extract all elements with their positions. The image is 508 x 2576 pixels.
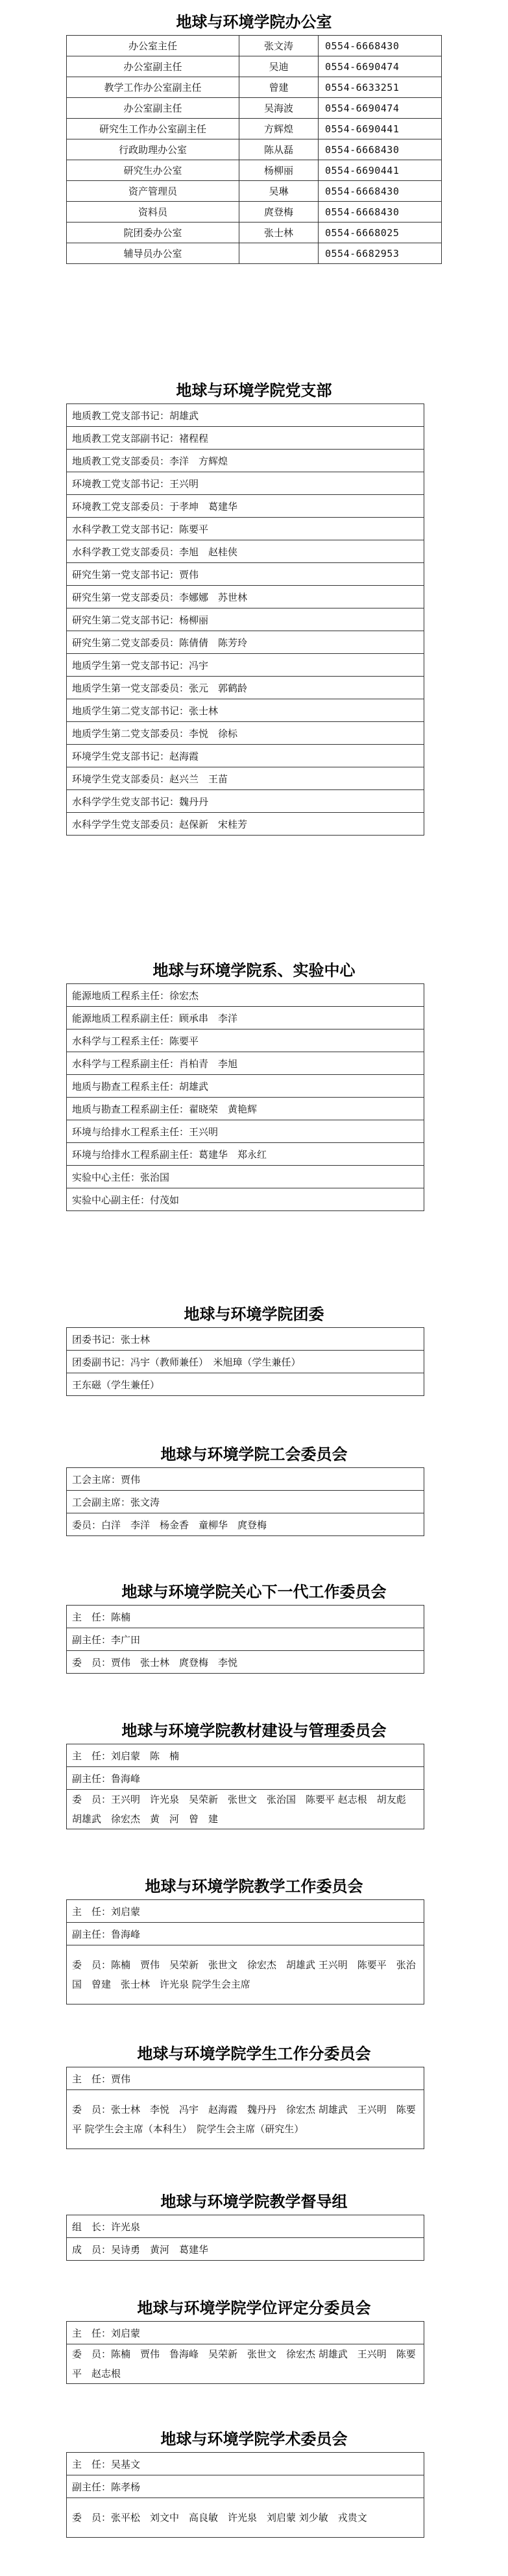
dept-row: [67, 1188, 424, 1211]
office-name: 曾建: [239, 77, 319, 98]
league-row: [67, 1351, 424, 1373]
textbook-entry: 主 任：刘启蒙 陈 楠: [67, 1744, 424, 1767]
degree-row: [67, 2322, 424, 2344]
office-role: 资产管理员: [67, 181, 239, 202]
party-row: [67, 586, 424, 608]
textbook-section: [0, 1718, 508, 1829]
teaching-table: [66, 1899, 424, 2004]
office-title: 地球与环境学院办公室: [176, 13, 332, 31]
office-row: [67, 181, 442, 202]
office-role: 办公室副主任: [67, 56, 239, 77]
party-entry: 环境教工党支部委员：于孝坤 葛建华: [67, 495, 424, 518]
office-row: [67, 160, 442, 181]
office-name: 方辉煌: [239, 119, 319, 139]
textbook-title: 地球与环境学院教材建设与管理委员会: [121, 1722, 387, 1740]
office-name: 庹登梅: [239, 202, 319, 223]
office-name: 陈从磊: [239, 139, 319, 160]
league-row: [67, 1328, 424, 1351]
league-row: [67, 1373, 424, 1396]
dept-entry: 水科学与工程系主任：陈要平: [67, 1029, 424, 1052]
care-title: 地球与环境学院关心下一代工作委员会: [121, 1583, 387, 1601]
dept-entry: 环境与给排水工程系主任：王兴明: [67, 1120, 424, 1143]
office-phone: 0554-6668025: [319, 223, 442, 243]
dept-row: [67, 1007, 424, 1029]
party-entry: 研究生第一党支部书记：贾伟: [67, 563, 424, 586]
union-table: [66, 1467, 424, 1536]
office-phone: 0554-6690441: [319, 160, 442, 181]
supervise-section: [0, 2189, 508, 2261]
office-phone: 0554-6668430: [319, 181, 442, 202]
office-name: 张文涛: [239, 36, 319, 56]
dept-row: [67, 1052, 424, 1075]
party-entry: 地质学生第一党支部委员：张元 郭鹤龄: [67, 677, 424, 699]
dept-entry: 水科学与工程系副主任：肖柏青 李旭: [67, 1052, 424, 1075]
textbook-row: [67, 1767, 424, 1790]
office-name: 杨柳丽: [239, 160, 319, 181]
union-row: [67, 1513, 424, 1536]
care-section: [0, 1579, 508, 1674]
party-entry: 研究生第二党支部书记：杨柳丽: [67, 608, 424, 631]
textbook-table: [66, 1744, 424, 1829]
union-entry: 委员：白洋 李洋 杨金香 童柳华 庹登梅: [67, 1513, 424, 1536]
union-title: 地球与环境学院工会委员会: [160, 1445, 348, 1463]
party-entry: 地质学生第二党支部委员：李悦 徐标: [67, 722, 424, 745]
care-row: [67, 1651, 424, 1674]
office-row: [67, 202, 442, 223]
office-section: [0, 9, 508, 264]
dept-entry: 地质与勘查工程系主任：胡雄武: [67, 1075, 424, 1098]
party-entry: 研究生第一党支部委员：李娜娜 苏世林: [67, 586, 424, 608]
dept-row: [67, 1029, 424, 1052]
office-role: 教学工作办公室副主任: [67, 77, 239, 98]
supervise-entry: 成 员：吴诗勇 黄河 葛建华: [67, 2238, 424, 2261]
party-row: [67, 540, 424, 563]
teaching-row: [67, 1945, 424, 2004]
league-entry: 王东磁（学生兼任）: [67, 1373, 424, 1396]
student-entry: 主 任：贾伟: [67, 2067, 424, 2090]
party-row: [67, 518, 424, 540]
supervise-row: [67, 2215, 424, 2238]
office-name: 吴迪: [239, 56, 319, 77]
academic-title: 地球与环境学院学术委员会: [160, 2430, 348, 2448]
textbook-row: [67, 1744, 424, 1767]
league-section: [0, 1301, 508, 1396]
party-row: [67, 472, 424, 495]
student-row: [67, 2067, 424, 2090]
office-role: 院团委办公室: [67, 223, 239, 243]
office-role: 资料员: [67, 202, 239, 223]
office-row: [67, 36, 442, 56]
party-row: [67, 767, 424, 790]
supervise-row: [67, 2238, 424, 2261]
party-entry: 环境学生党支部书记：赵海霞: [67, 745, 424, 767]
supervise-table: [66, 2215, 424, 2261]
student-section: [0, 2041, 508, 2149]
dept-row: [67, 1120, 424, 1143]
office-phone: 0554-6668430: [319, 202, 442, 223]
office-phone: 0554-6668430: [319, 36, 442, 56]
care-table: [66, 1605, 424, 1674]
textbook-row: [67, 1790, 424, 1829]
dept-row: [67, 984, 424, 1007]
office-role: 研究生工作办公室副主任: [67, 119, 239, 139]
care-entry: 委 员：贾伟 张士林 庹登梅 李悦: [67, 1651, 424, 1674]
academic-row: [67, 2453, 424, 2475]
office-row: [67, 243, 442, 264]
office-phone: 0554-6682953: [319, 243, 442, 264]
teaching-entry: 主 任：刘启蒙: [67, 1900, 424, 1923]
student-entry: 委 员：张士林 李悦 冯宇 赵海霞 魏丹丹 徐宏杰 胡雄武 王兴明 陈要平 院学生会主席（本科生） 院学生会主席（研究生）: [67, 2090, 424, 2149]
dept-entry: 能源地质工程系副主任：顾承串 李洋: [67, 1007, 424, 1029]
league-table: [66, 1327, 424, 1396]
dept-entry: 地质与勘查工程系副主任：翟晓荣 黄艳辉: [67, 1098, 424, 1120]
office-phone: 0554-6690441: [319, 119, 442, 139]
care-row: [67, 1628, 424, 1651]
party-entry: 地质学生第二党支部书记：张士林: [67, 699, 424, 722]
care-entry: 主 任：陈楠: [67, 1606, 424, 1628]
dept-entry: 实验中心主任：张治国: [67, 1166, 424, 1188]
party-entry: 环境教工党支部书记：王兴明: [67, 472, 424, 495]
office-phone: 0554-6690474: [319, 56, 442, 77]
office-role: 研究生办公室: [67, 160, 239, 181]
office-name: 吴琳: [239, 181, 319, 202]
degree-entry: 主 任：刘启蒙: [67, 2322, 424, 2344]
academic-entry: 副主任：陈孝杨: [67, 2475, 424, 2498]
office-phone: 0554-6690474: [319, 98, 442, 119]
league-title: 地球与环境学院团委: [184, 1305, 324, 1323]
degree-row: [67, 2344, 424, 2384]
party-row: [67, 722, 424, 745]
union-section: [0, 1441, 508, 1536]
office-row: [67, 56, 442, 77]
league-entry: 团委书记：张士林: [67, 1328, 424, 1351]
teaching-entry: 委 员：陈楠 贾伟 吴荣新 张世文 徐宏杰 胡雄武 王兴明 陈要平 张治国 曾建 张士林 许光泉 院学生会主席: [67, 1945, 424, 2004]
office-role: 行政助理办公室: [67, 139, 239, 160]
dept-title: 地球与环境学院系、实验中心: [152, 961, 356, 980]
dept-entry: 能源地质工程系主任：徐宏杰: [67, 984, 424, 1007]
union-entry: 工会主席：贾伟: [67, 1468, 424, 1491]
degree-table: [66, 2321, 424, 2384]
student-title: 地球与环境学院学生工作分委员会: [137, 2045, 371, 2063]
teaching-section: [0, 1873, 508, 2004]
party-row: [67, 631, 424, 654]
party-entry: 水科学教工党支部委员：李旭 赵桂侠: [67, 540, 424, 563]
office-row: [67, 119, 442, 139]
office-role: 办公室副主任: [67, 98, 239, 119]
party-entry: 地质教工党支部委员：李洋 方辉煌: [67, 450, 424, 472]
dept-row: [67, 1143, 424, 1166]
office-row: [67, 98, 442, 119]
party-entry: 研究生第二党支部委员：陈倩倩 陈芳玲: [67, 631, 424, 654]
party-entry: 水科学学生党支部委员：赵保新 宋桂芳: [67, 813, 424, 836]
office-row: [67, 139, 442, 160]
care-row: [67, 1606, 424, 1628]
student-table: [66, 2067, 424, 2149]
league-entry: 团委副书记：冯宇（教师兼任） 米旭璋（学生兼任）: [67, 1351, 424, 1373]
party-row: [67, 813, 424, 836]
dept-row: [67, 1098, 424, 1120]
degree-title: 地球与环境学院学位评定分委员会: [137, 2299, 371, 2317]
office-name: [239, 243, 319, 264]
party-table: [66, 403, 424, 836]
party-entry: 地质教工党支部副书记：褚程程: [67, 427, 424, 450]
academic-entry: 主 任：吴基文: [67, 2453, 424, 2475]
party-entry: 地质教工党支部书记：胡雄武: [67, 404, 424, 427]
office-role: 办公室主任: [67, 36, 239, 56]
party-row: [67, 745, 424, 767]
textbook-entry: 委 员：王兴明 许光泉 吴荣新 张世文 张治国 陈要平 赵志根 胡友彪 胡雄武 徐宏杰 黄 河 曾 建: [67, 1790, 424, 1829]
dept-entry: 实验中心副主任：付茂如: [67, 1188, 424, 1211]
party-row: [67, 790, 424, 813]
union-row: [67, 1468, 424, 1491]
dept-table: [66, 983, 424, 1211]
academic-row: [67, 2498, 424, 2538]
party-title: 地球与环境学院党支部: [176, 381, 332, 400]
party-row: [67, 427, 424, 450]
academic-row: [67, 2475, 424, 2498]
academic-entry: 委 员：张平松 刘文中 高良敏 许光泉 刘启蒙 刘少敏 戎贵文: [67, 2498, 424, 2538]
care-entry: 副主任：李广田: [67, 1628, 424, 1651]
dept-row: [67, 1075, 424, 1098]
union-row: [67, 1491, 424, 1513]
party-row: [67, 654, 424, 677]
party-entry: 水科学学生党支部书记：魏丹丹: [67, 790, 424, 813]
party-row: [67, 450, 424, 472]
teaching-entry: 副主任：鲁海峰: [67, 1923, 424, 1945]
academic-section: [0, 2426, 508, 2538]
party-entry: 地质学生第一党支部书记：冯宇: [67, 654, 424, 677]
textbook-entry: 副主任：鲁海峰: [67, 1767, 424, 1790]
office-name: 吴海波: [239, 98, 319, 119]
party-row: [67, 563, 424, 586]
office-role: 辅导员办公室: [67, 243, 239, 264]
union-entry: 工会副主席：张文涛: [67, 1491, 424, 1513]
academic-table: [66, 2452, 424, 2538]
office-row: [67, 77, 442, 98]
office-row: [67, 223, 442, 243]
teaching-row: [67, 1900, 424, 1923]
party-section: [0, 378, 508, 836]
office-phone: 0554-6633251: [319, 77, 442, 98]
dept-entry: 环境与给排水工程系副主任：葛建华 郑永红: [67, 1143, 424, 1166]
party-row: [67, 699, 424, 722]
supervise-title: 地球与环境学院教学督导组: [160, 2193, 348, 2211]
teaching-row: [67, 1923, 424, 1945]
student-row: [67, 2090, 424, 2149]
party-row: [67, 495, 424, 518]
supervise-entry: 组 长：许光泉: [67, 2215, 424, 2238]
office-table: [66, 35, 442, 264]
office-phone: 0554-6668430: [319, 139, 442, 160]
party-entry: 环境学生党支部委员：赵兴兰 王苗: [67, 767, 424, 790]
party-row: [67, 677, 424, 699]
office-name: 张士林: [239, 223, 319, 243]
dept-section: [0, 957, 508, 1211]
degree-section: [0, 2295, 508, 2384]
party-row: [67, 404, 424, 427]
party-row: [67, 608, 424, 631]
dept-row: [67, 1166, 424, 1188]
party-entry: 水科学教工党支部书记：陈要平: [67, 518, 424, 540]
teaching-title: 地球与环境学院教学工作委员会: [145, 1877, 363, 1896]
degree-entry: 委 员：陈楠 贾伟 鲁海峰 吴荣新 张世文 徐宏杰 胡雄武 王兴明 陈要平 赵志根: [67, 2344, 424, 2384]
